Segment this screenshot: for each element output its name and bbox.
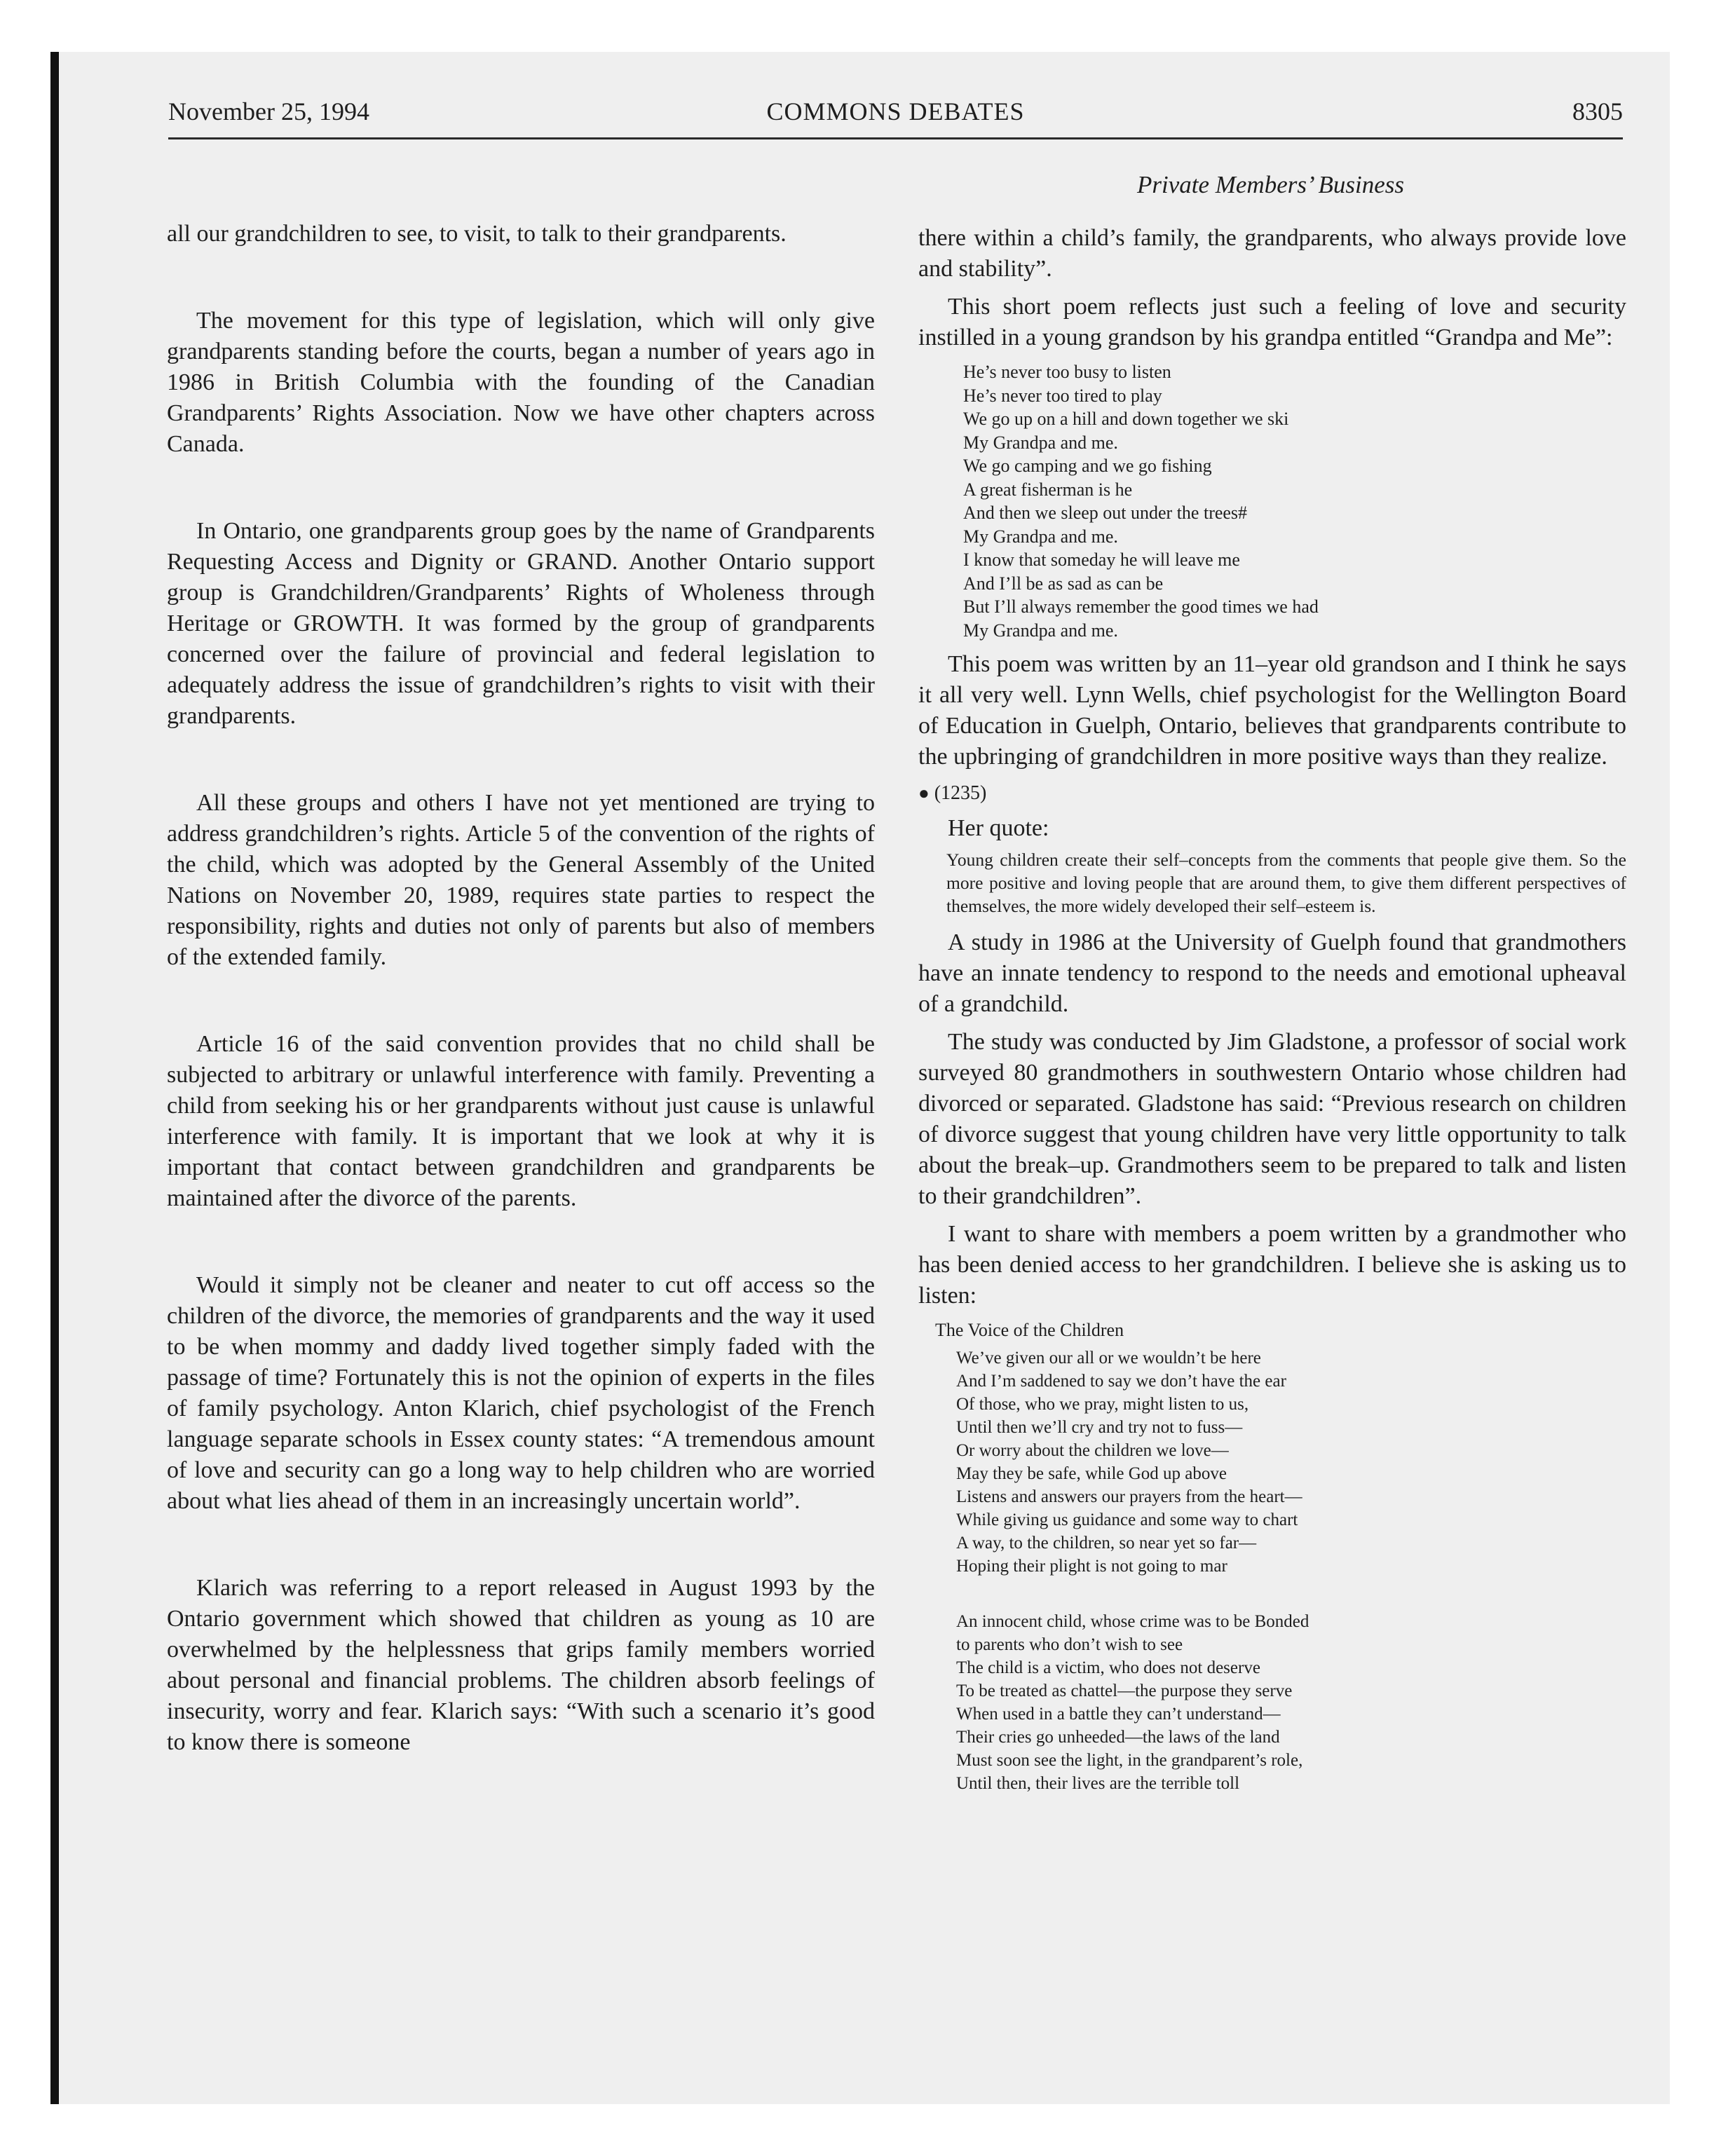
right-column [918, 223, 1626, 1795]
paragraph: Klarich was referring to a report released in August 1993 by the Ontario government which showed that children as young as 10 are overwhelmed by the helplessness that grips family members worried about personal and financial problems. The children absorb feelings of insecurity, worry and fear. Klarich says: “With such a scenario it’s good to know there is someone [167, 1575, 875, 1755]
poem-line: Hoping their plight is not going to mar [956, 1557, 1227, 1576]
paragraph: All these groups and others I have not yet mentioned are trying to address grandchildren’s rights. Article 5 of the convention of the rights of the child, which was adopted by the General Assembly of the United Nations on November 20, 1989, requires state parties to respect the responsibility, rights and duties not only of parents but also of members of the extended family. [167, 790, 875, 970]
poem-line: An innocent child, whose crime was to be Bonded [956, 1612, 1309, 1631]
paragraph: Article 16 of the said convention provides that no child shall be subjected to arbitrary or unlawful interference with family. Preventing a child from seeking his or her grandparents without just cause is unlawful interference with family. It is important that we look at why it is important that contact between grandchildren and grandparents be maintained after the divorce of the parents. [167, 1031, 875, 1211]
header-rule [168, 137, 1623, 139]
poem-line: My Grandpa and me. [963, 526, 1118, 547]
header-title: COMMONS DEBATES [766, 97, 1025, 125]
poem-line: Until then we’ll cry and try not to fuss— [956, 1418, 1243, 1437]
paragraph: all our grandchildren to see, to visit, to talk to their grandparents. [167, 221, 787, 247]
poem-line: Listens and answers our prayers from the heart— [956, 1487, 1302, 1506]
poem-line: While giving us guidance and some way to chart [956, 1510, 1298, 1529]
poem-line: A great fisherman is he [963, 479, 1133, 500]
paragraph: The movement for this type of legislation, which will only give grandparents standing before the courts, began a number of years ago in 1986 in British Columbia with the founding of the Canadian Grandparents’ Rights Association. Now we have other chapters across Canada. [167, 308, 875, 457]
poem-line: Their cries go unheeded—the laws of the land [956, 1728, 1280, 1747]
poem-line: to parents who don’t wish to see [956, 1635, 1183, 1654]
poem-line: A way, to the children, so near yet so far— [956, 1534, 1257, 1553]
poem-line: My Grandpa and me. [963, 432, 1118, 453]
paragraph: A study in 1986 at the University of Guelph found that grandmothers have an innate tendency to respond to the needs and emotional upheaval of a grandchild. [918, 929, 1626, 1017]
poem-voice-stanza-1 [956, 1346, 1626, 1578]
time-marker-text: (1235) [934, 782, 987, 804]
paragraph: This short poem reflects just such a feeling of love and security instilled in a young grandson by his grandpa entitled “Grandpa and Me”: [918, 294, 1626, 350]
section-label: Private Members’ Business [1136, 171, 1405, 198]
scan-edge-bar [50, 52, 59, 2104]
poem-line: He’s never too busy to listen [963, 362, 1171, 382]
quote-intro: Her quote: [948, 815, 1049, 841]
left-column [167, 219, 875, 1814]
poem-voice-stanza-2 [956, 1610, 1626, 1795]
header-date: November 25, 1994 [168, 97, 369, 125]
time-marker [918, 779, 1626, 807]
poem-line: Until then, their lives are the terrible toll [956, 1774, 1240, 1793]
poem-line: He’s never too tired to play [963, 385, 1162, 406]
poem-line: My Grandpa and me. [963, 620, 1118, 641]
poem-line: We’ve given our all or we wouldn’t be here [956, 1349, 1261, 1367]
poem-line: And then we sleep out under the trees# [963, 503, 1248, 523]
poem-line: But I’ll always remember the good times we had [963, 596, 1319, 617]
page-header [168, 97, 1623, 136]
poem-line: And I’m saddened to say we don’t have the ear [956, 1372, 1286, 1391]
poem-line: I know that someday he will leave me [963, 550, 1240, 570]
paragraph: Would it simply not be cleaner and neater to cut off access so the children of the divorce, the memories of grandparents and the way it used to be when mommy and daddy lived together simply faded with the passage of time? Fortunately this is not the opinion of experts in the files of family psychology. Anton Klarich, chief psychologist of the French language separate schools in Essex county states: “A tremendous amount of love and security can go a long way to help children who are worried about what lies ahead of them in an increasingly uncertain world”. [167, 1272, 875, 1514]
poem-line: May they be safe, while God up above [956, 1464, 1227, 1483]
poem-line: And I’ll be as sad as can be [963, 573, 1164, 594]
poem-line: To be treated as chattel—the purpose they serve [956, 1681, 1293, 1700]
poem-line: Must soon see the light, in the grandparent’s role, [956, 1751, 1303, 1770]
poem-grandpa-and-me [963, 360, 1626, 642]
poem-line: Or worry about the children we love— [956, 1441, 1229, 1460]
poem-title: The Voice of the Children [935, 1320, 1124, 1340]
poem-line: The child is a victim, who does not deserve [956, 1658, 1260, 1677]
paragraph: The study was conducted by Jim Gladstone, a professor of social work surveyed 80 grandmothers in southwestern Ontario whose children had divorced or separated. Gladstone has said: “Previous research on children of divorce suggest that young children have very little opportunity to talk about the break–up. Grandmothers seem to be prepared to talk and listen to their grandchildren”. [918, 1029, 1626, 1209]
block-quote: Young children create their self–concepts from the comments that people give them. So the more positive and loving people that are around them, to give them different perspectives of themselves, the more widely developed their self–esteem is. [946, 850, 1626, 916]
paragraph: there within a child’s family, the grandparents, who always provide love and stability”. [918, 225, 1626, 282]
poem-line: We go up on a hill and down together we ski [963, 409, 1289, 429]
poem-line: Of those, who we pray, might listen to us, [956, 1395, 1249, 1414]
header-page-number: 8305 [1572, 97, 1623, 125]
poem-line: We go camping and we go fishing [963, 456, 1212, 476]
paragraph: I want to share with members a poem written by a grandmother who has been denied access to her grandchildren. I believe she is asking us to listen: [918, 1221, 1626, 1309]
bullet-icon: ● [918, 783, 930, 803]
paragraph: This poem was written by an 11–year old grandson and I think he says it all very well. Lynn Wells, chief psychologist for the Wellington Board of Education in Guelph, Ontario, believes that grandparents contribute to the upbringing of grandchildren in more positive ways than they realize. [918, 651, 1626, 770]
poem-line: When used in a battle they can’t understand— [956, 1705, 1281, 1724]
paragraph: In Ontario, one grandparents group goes by the name of Grandparents Requesting Access and Dignity or GRAND. Another Ontario support group is Grandchildren/Grandparents’ Rights of Wholeness through Heritage or GROWTH. It was formed by the group of grandparents concerned over the failure of provincial and federal legislation to adequately address the issue of grandchildren’s rights to visit with their grandparents. [167, 518, 875, 729]
